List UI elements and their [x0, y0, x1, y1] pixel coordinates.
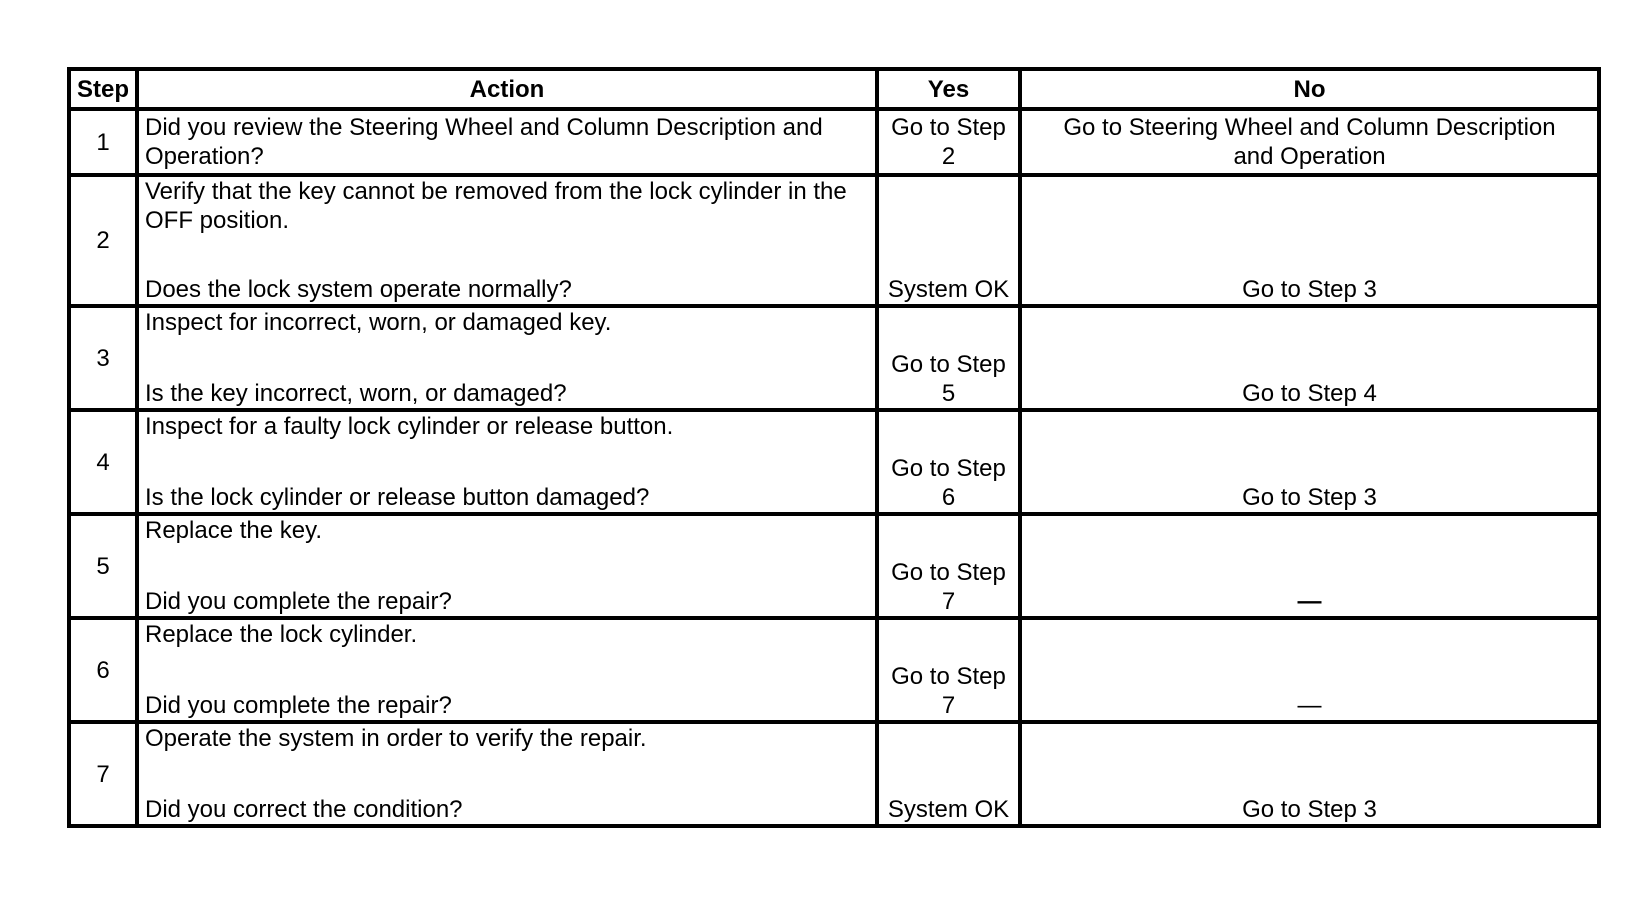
table-row: [69, 175, 1599, 306]
no-cell: —: [1020, 514, 1599, 618]
table-row: [69, 514, 1599, 618]
table-row: [69, 109, 1599, 175]
yes-cell: Go to Step 2: [877, 109, 1020, 175]
no-cell: —: [1020, 618, 1599, 722]
yes-line-1: Go to Step: [891, 351, 1006, 378]
action-question: Does the lock system operate normally?: [145, 276, 572, 303]
step-number: 7: [69, 722, 137, 826]
no-cell: Go to Step 3: [1020, 175, 1599, 306]
action-question: Did you complete the repair?: [145, 588, 452, 615]
action-question: Is the lock cylinder or release button damaged?: [145, 484, 650, 511]
header-no: No: [1020, 69, 1599, 109]
yes-line-1: Go to Step: [891, 559, 1006, 586]
table-row: [69, 618, 1599, 722]
yes-cell: [877, 410, 1020, 514]
header-step: Step: [69, 69, 137, 109]
no-cell: Go to Step 3: [1020, 410, 1599, 514]
step-number: 5: [69, 514, 137, 618]
action-instruction: Operate the system in order to verify the repair.: [145, 725, 647, 752]
no-cell: Go to Step 4: [1020, 306, 1599, 410]
action-cell: Did you review the Steering Wheel and Column Description and Operation?: [137, 109, 877, 175]
table-row: [69, 410, 1599, 514]
action-instruction: Verify that the key cannot be removed from the lock cylinder in the OFF position.: [145, 178, 847, 234]
no-cell: Go to Steering Wheel and Column Description and Operation: [1020, 109, 1599, 175]
step-number: 2: [69, 175, 137, 306]
header-row: [69, 69, 1599, 109]
yes-cell: [877, 514, 1020, 618]
yes-cell: [877, 306, 1020, 410]
yes-cell: System OK: [877, 175, 1020, 306]
step-number: 1: [69, 109, 137, 175]
action-instruction: Inspect for incorrect, worn, or damaged key.: [145, 309, 612, 336]
diagnostic-table: [67, 67, 1601, 828]
action-cell: [137, 175, 877, 306]
action-cell: [137, 618, 877, 722]
table-row: [69, 306, 1599, 410]
action-instruction: Replace the lock cylinder.: [145, 621, 418, 648]
table-row: [69, 722, 1599, 826]
action-question: Did you correct the condition?: [145, 796, 463, 823]
yes-line-1: Go to Step: [891, 455, 1006, 482]
yes-line-2: 7: [941, 588, 956, 615]
action-question: Is the key incorrect, worn, or damaged?: [145, 380, 567, 407]
no-cell: Go to Step 3: [1020, 722, 1599, 826]
yes-line-2: 5: [941, 380, 956, 407]
action-question: Did you complete the repair?: [145, 692, 452, 719]
action-instruction: Replace the key.: [145, 517, 322, 544]
step-number: 3: [69, 306, 137, 410]
action-cell: [137, 410, 877, 514]
header-yes: Yes: [877, 69, 1020, 109]
action-cell: [137, 722, 877, 826]
yes-line-2: 6: [941, 484, 956, 511]
action-cell: [137, 306, 877, 410]
step-number: 4: [69, 410, 137, 514]
yes-cell: [877, 618, 1020, 722]
yes-line-1: Go to Step: [891, 663, 1006, 690]
action-instruction: Inspect for a faulty lock cylinder or release button.: [145, 413, 674, 440]
action-cell: [137, 514, 877, 618]
step-number: 6: [69, 618, 137, 722]
header-action: Action: [137, 69, 877, 109]
yes-cell: System OK: [877, 722, 1020, 826]
yes-line-2: 7: [941, 692, 956, 719]
